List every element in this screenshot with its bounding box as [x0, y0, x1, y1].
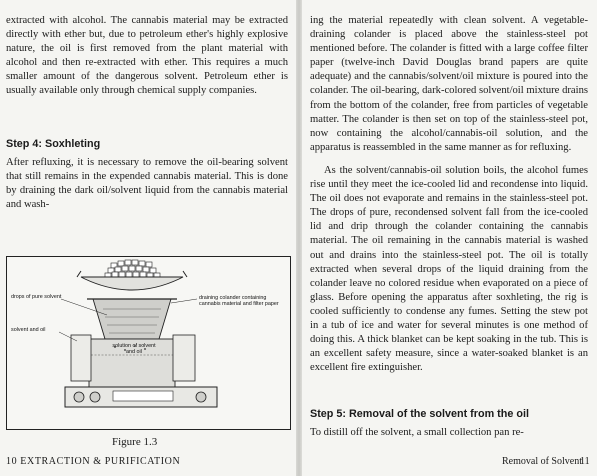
left-jar: [71, 335, 91, 381]
figure-caption: Figure 1.3: [112, 436, 158, 448]
heading-step-4: Step 4: Soxhleting: [6, 138, 101, 150]
paragraph-alcohol-extraction: extracted with alcohol. The cannabis material may be extracted directly with ether but, due to petroleum ether's highly explosive nature, the oil is first removed from the plant material with alcohol and then re-extracted with ether. This requires a much smaller amount of the dangerous solvent. Petroleum ether is usually available only through chemical supply companies.: [6, 15, 288, 97]
right-page: [302, 0, 597, 476]
hot-plate-knob-right: [196, 392, 206, 402]
page-number-right: 11: [580, 456, 590, 467]
paragraph-solvent-boiling: As the solvent/cannabis-oil solution boils, the alcohol fumes rise until they meet the ice-cooled lid and recondense into liquid. The oil does not evaporate and remains in the stainless-steel pot. The drops of pure, recondensed solvent fall from the ice-cooled lid and drip through the colander containing the cannabis material. The oil remaining in the cannabis material is washed out and drains into the stainless-steel pot. The oil is totally extracted when several drops of the liquid draining from the colander leave no colored residue when evaporated on a piece of glass. Before opening the apparatus after soxhleting, the rig is cooled sufficiently to condense any fumes. Setting the stew pot in a tub of ice and water for several minutes is one method of doing this. A thick blanket can be kept soaking in the tub. This is an excellent safety measure, since a water-soaked blanket is an excellent fire extinguisher.: [310, 165, 588, 374]
paragraph-step-5: To distill off the solvent, a small collection pan re-: [310, 427, 524, 438]
label-solvent-and-oil: solvent and oil: [11, 327, 46, 333]
right-jar: [173, 335, 195, 381]
heading-step-5: Step 5: Removal of the solvent from the oil: [310, 408, 529, 420]
hot-plate-knob-left: [74, 392, 84, 402]
paragraph-step-4: After refluxing, it is necessary to remove the oil-bearing solvent that still remains in the expended cannabis material. This is done by draining the dark oil/solvent liquid from the cannabis material and wash-: [6, 157, 288, 211]
running-footer-right-title: Removal of Solvent: [502, 456, 582, 467]
label-drops-of-pure-solvent: drops of pure solvent: [11, 294, 62, 300]
paragraph-colander-procedure: ing the material repeatedly with clean solvent. A vegetable-draining colander is placed above the stainless-steel pot mentioned before. The colander is fitted with a large coffee filter paper (twelve-inch David Douglas brand papers are quite adequate) and the cannabis/solvent/oil mixture is poured into the colander. The oil-bearing, dark-colored solvent/oil mixture drains from the bottom of the colander, free from particles of vegetable matter. The colander is then set on top of the stainless-steel pot, now containing the alcohol/cannabis-oil solution, and the apparatus is reassembled in the same manner as for refluxing.: [310, 15, 588, 153]
label-solution-solvent-oil: solution of solvent and oil: [112, 343, 156, 356]
running-footer-left: 10 EXTRACTION & PURIFICATION: [6, 456, 181, 467]
ice-pile: [105, 260, 160, 278]
figure-soxhlet-apparatus: [6, 256, 291, 430]
hot-plate-knob-center: [90, 392, 100, 402]
label-draining-colander: draining colander containing cannabis material and filter paper: [199, 295, 279, 308]
ice-cooled-lid: [81, 277, 183, 290]
left-page: [0, 0, 296, 476]
